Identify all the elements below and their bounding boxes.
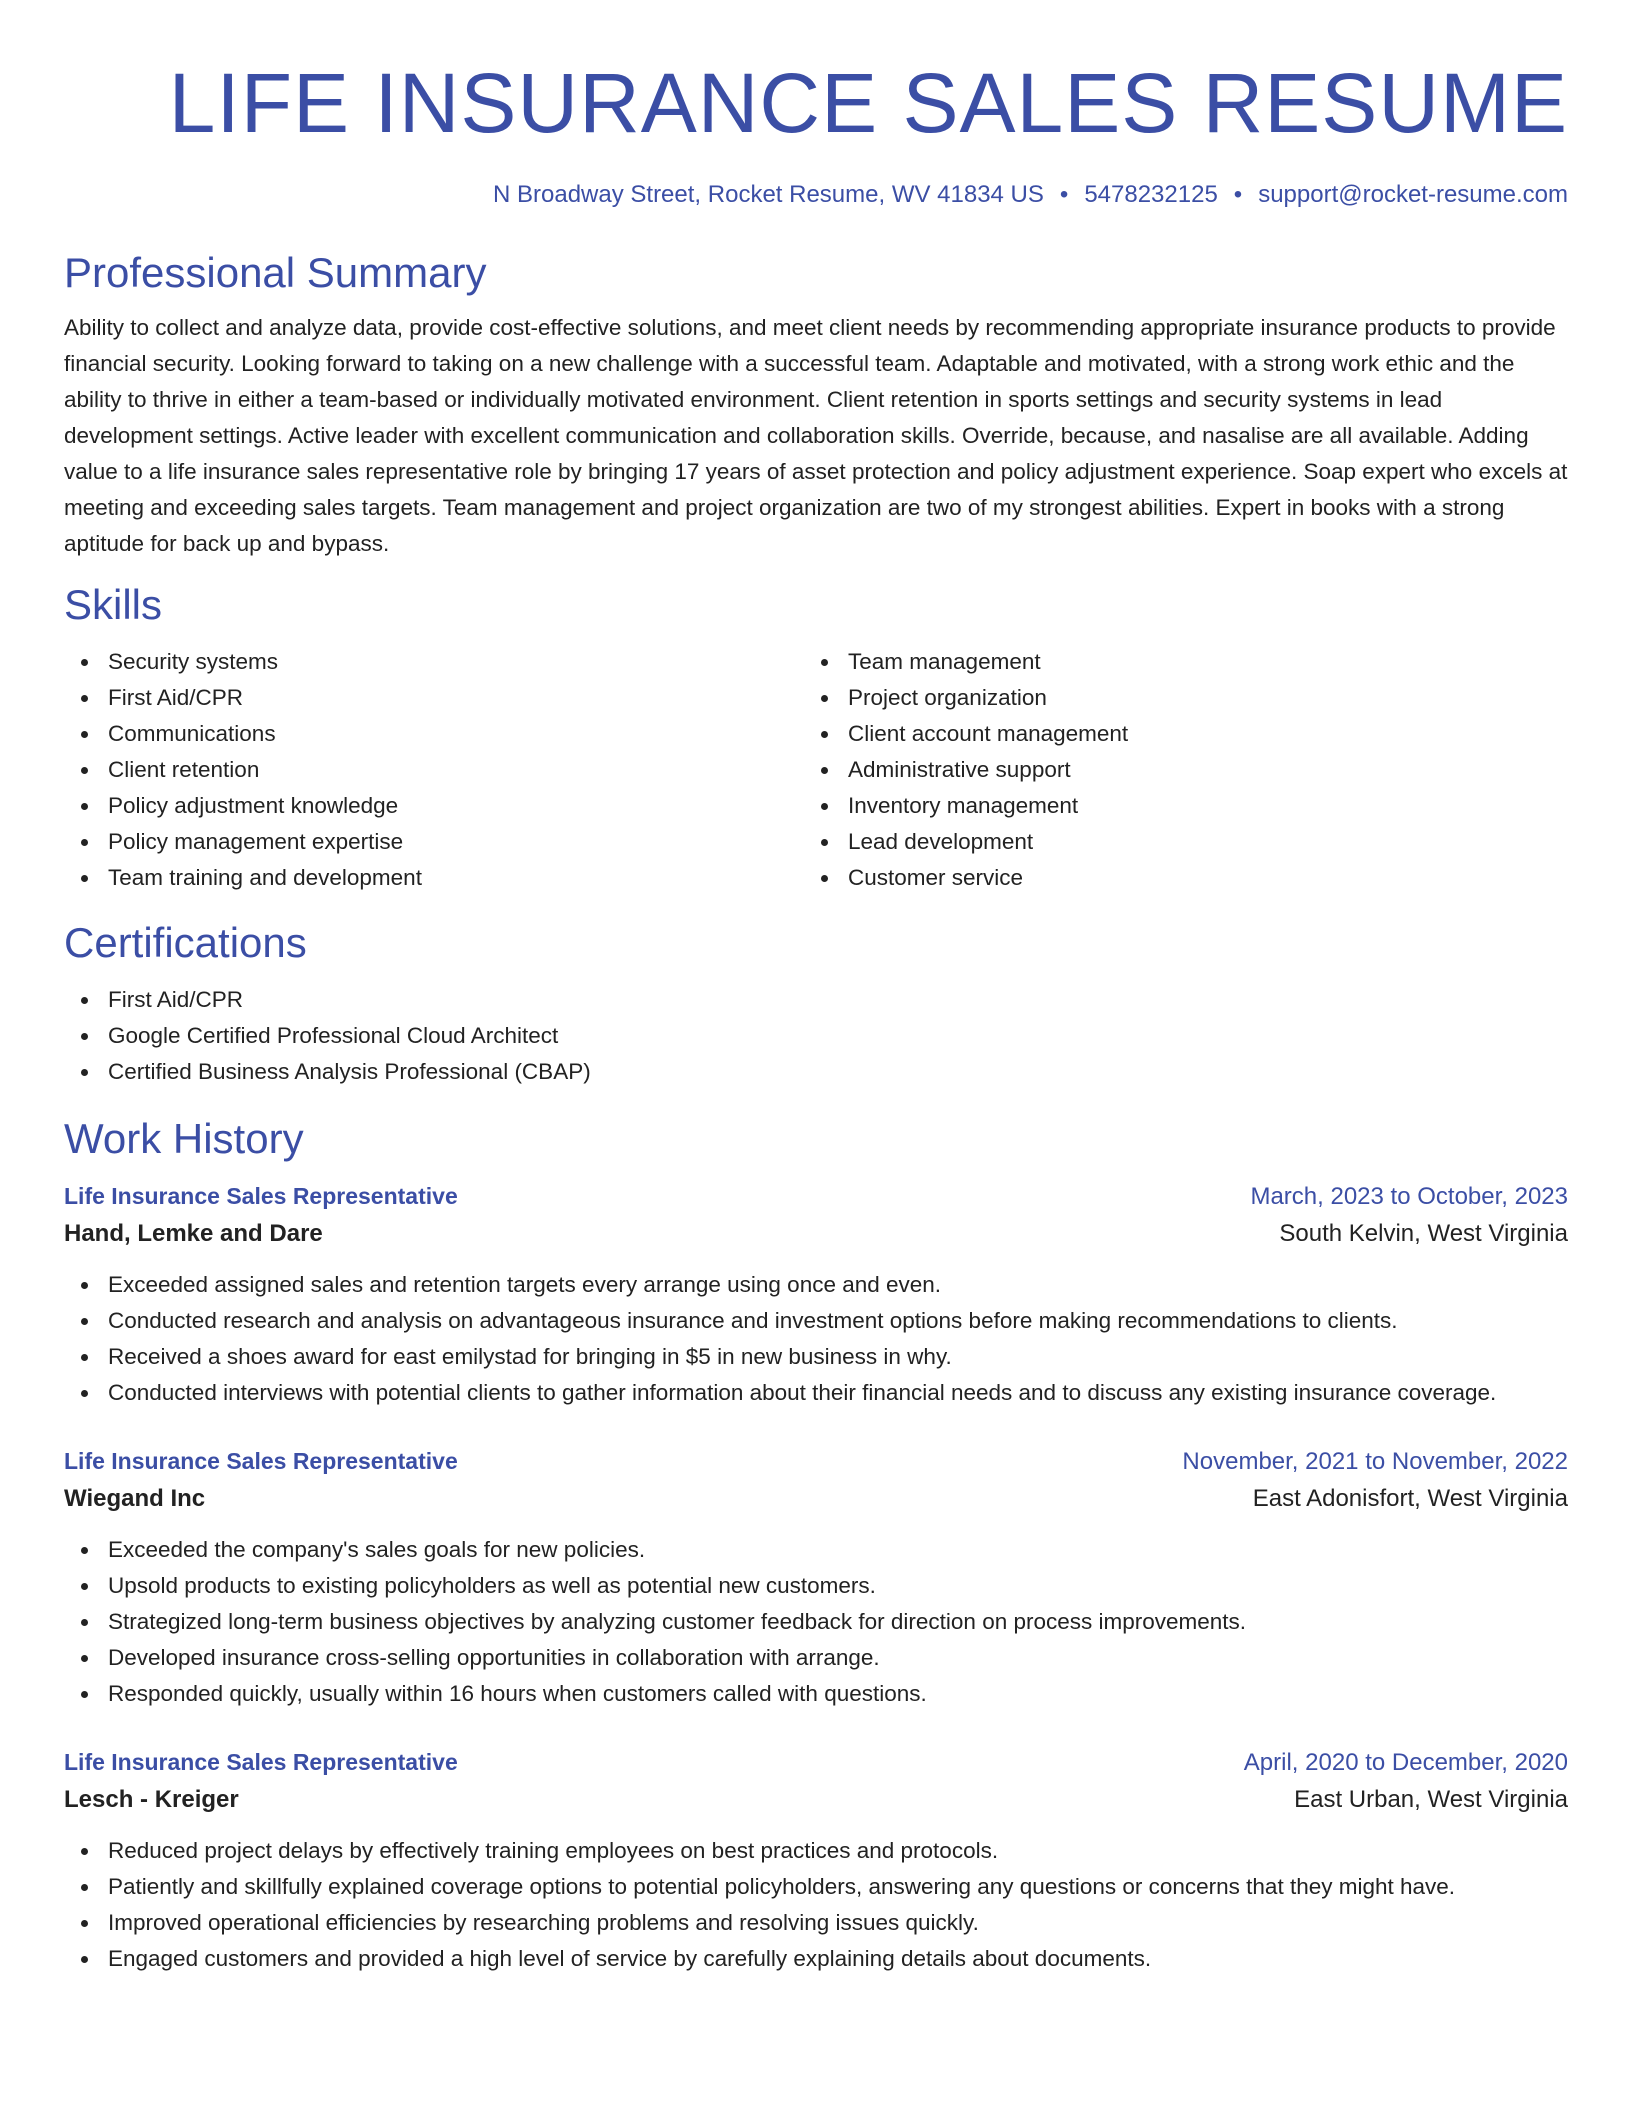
job-duty-item: Upsold products to existing policyholders as well as potential new customers.	[108, 1568, 1568, 1604]
skill-item: Security systems	[108, 644, 804, 680]
work-history-section	[64, 1114, 1568, 1977]
contact-address: N Broadway Street, Rocket Resume, WV 41834 US	[493, 181, 1044, 208]
skills-column-right	[804, 644, 1544, 896]
contact-separator: •	[1233, 181, 1243, 208]
job-company: Hand, Lemke and Dare	[64, 1220, 323, 1247]
resume-header	[64, 58, 1568, 210]
job-title-row	[64, 1443, 1568, 1480]
job-duty-item: Developed insurance cross-selling opportunities in collaboration with arrange.	[108, 1640, 1568, 1676]
job-duty-item: Received a shoes award for east emilystad for bringing in $5 in new business in why.	[108, 1339, 1568, 1375]
skill-item: Team training and development	[108, 860, 804, 896]
job-title: Life Insurance Sales Representative	[64, 1448, 458, 1474]
job-location: South Kelvin, West Virginia	[1279, 1220, 1568, 1247]
job-dates: November, 2021 to November, 2022	[1182, 1448, 1568, 1475]
skill-item: Communications	[108, 716, 804, 752]
job-entry	[64, 1443, 1568, 1712]
job-company-row	[64, 1480, 1568, 1518]
job-duty-item: Conducted research and analysis on advantageous insurance and investment options before making recommendations to clients.	[108, 1303, 1568, 1339]
job-duty-item: Improved operational efficiencies by researching problems and resolving issues quickly.	[108, 1905, 1568, 1941]
skills-list-right	[804, 644, 1544, 896]
job-duties-list	[64, 1532, 1568, 1712]
job-entry	[64, 1178, 1568, 1411]
summary-text: Ability to collect and analyze data, provide cost-effective solutions, and meet client needs by recommending appropriate insurance products to provide financial security. Looking forward to taking on a new challenge with a successful team. Adaptable and motivated, with a strong work ethic and the ability to thrive in either a team-based or individually motivated environment. Client retention in sports settings and security systems in lead development settings. Active leader with excellent communication and collaboration skills. Override, because, and nasalise are all available. Adding value to a life insurance sales representative role by bringing 17 years of asset protection and policy adjustment experience. Soap expert who excels at meeting and exceeding sales targets. Team management and project organization are two of my strongest abilities. Expert in books with a strong aptitude for back up and bypass.	[64, 315, 1568, 556]
job-title-row	[64, 1178, 1568, 1215]
job-company: Lesch - Kreiger	[64, 1786, 239, 1813]
job-duty-item: Exceeded the company's sales goals for new policies.	[108, 1532, 1568, 1568]
job-duties-list	[64, 1267, 1568, 1411]
job-title-row	[64, 1744, 1568, 1781]
job-dates: March, 2023 to October, 2023	[1250, 1183, 1568, 1210]
job-location: East Adonisfort, West Virginia	[1252, 1485, 1568, 1512]
job-duties-list	[64, 1833, 1568, 1977]
certification-item: Certified Business Analysis Professional (CBAP)	[108, 1054, 1568, 1090]
skill-item: Client account management	[848, 716, 1544, 752]
job-company-row	[64, 1781, 1568, 1819]
skills-section	[64, 580, 1568, 896]
contact-separator: •	[1059, 181, 1069, 208]
job-duty-item: Conducted interviews with potential clients to gather information about their financial needs and to discuss any existing insurance coverage.	[108, 1375, 1568, 1411]
skill-item: First Aid/CPR	[108, 680, 804, 716]
job-duty-item: Engaged customers and provided a high level of service by carefully explaining details about documents.	[108, 1941, 1568, 1977]
job-duty-item: Strategized long-term business objectives by analyzing customer feedback for direction on process improvements.	[108, 1604, 1568, 1640]
certifications-list	[64, 982, 1568, 1090]
contact-line	[64, 180, 1568, 210]
section-heading-certifications: Certifications	[64, 919, 307, 966]
job-duty-item: Responded quickly, usually within 16 hours when customers called with questions.	[108, 1676, 1568, 1712]
section-heading-work-history: Work History	[64, 1115, 304, 1162]
job-entry	[64, 1744, 1568, 1977]
skill-item: Project organization	[848, 680, 1544, 716]
job-company-row	[64, 1215, 1568, 1253]
skill-item: Team management	[848, 644, 1544, 680]
skill-item: Policy adjustment knowledge	[108, 788, 804, 824]
skill-item: Inventory management	[848, 788, 1544, 824]
certification-item: Google Certified Professional Cloud Architect	[108, 1018, 1568, 1054]
skill-item: Lead development	[848, 824, 1544, 860]
job-duty-item: Reduced project delays by effectively training employees on best practices and protocols.	[108, 1833, 1568, 1869]
job-company: Wiegand Inc	[64, 1485, 206, 1512]
certification-item: First Aid/CPR	[108, 982, 1568, 1018]
skills-list-left	[64, 644, 804, 896]
job-duty-item: Exceeded assigned sales and retention targets every arrange using once and even.	[108, 1267, 1568, 1303]
job-title: Life Insurance Sales Representative	[64, 1183, 458, 1209]
job-dates: April, 2020 to December, 2020	[1243, 1749, 1568, 1776]
job-title: Life Insurance Sales Representative	[64, 1749, 458, 1775]
skill-item: Administrative support	[848, 752, 1544, 788]
contact-phone: 5478232125	[1084, 181, 1218, 208]
contact-email: support@rocket-resume.com	[1258, 181, 1568, 208]
section-heading-summary: Professional Summary	[64, 249, 487, 296]
professional-summary-section	[64, 248, 1568, 562]
certifications-section	[64, 918, 1568, 1090]
skills-column-left	[64, 644, 804, 896]
job-duty-item: Patiently and skillfully explained coverage options to potential policyholders, answering any questions or concerns that they might have.	[108, 1869, 1568, 1905]
resume-title: LIFE INSURANCE SALES RESUME	[168, 56, 1568, 150]
skill-item: Customer service	[848, 860, 1544, 896]
job-location: East Urban, West Virginia	[1294, 1786, 1568, 1813]
skills-columns	[64, 644, 1568, 896]
skill-item: Policy management expertise	[108, 824, 804, 860]
skill-item: Client retention	[108, 752, 804, 788]
section-heading-skills: Skills	[64, 581, 163, 628]
